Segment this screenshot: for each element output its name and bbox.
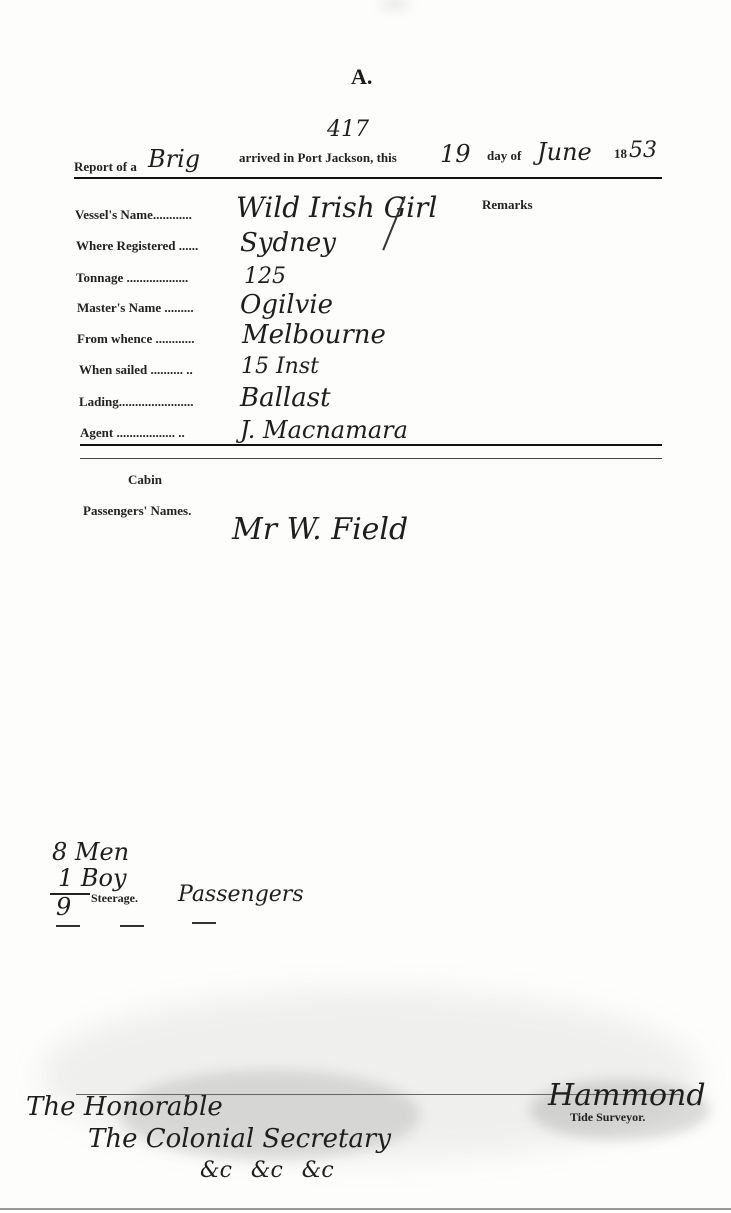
field-value-tonnage: 125 bbox=[244, 264, 286, 289]
fields-rule bbox=[80, 444, 662, 446]
field-label-from-whence: From whence ............ bbox=[77, 331, 195, 346]
passengers-label: Passengers' Names. bbox=[83, 503, 192, 518]
form-letter: A. bbox=[351, 64, 373, 89]
field-value-lading: Ballast bbox=[240, 383, 331, 413]
surveyor-signature: Hammond bbox=[548, 1078, 706, 1113]
field-value-vessel-name: Wild Irish Girl bbox=[236, 191, 438, 224]
cabin-label: Cabin bbox=[128, 472, 162, 487]
field-value-masters-name: Ogilvie bbox=[240, 290, 333, 320]
field-label-agent: Agent .................. .. bbox=[80, 425, 185, 440]
field-label-masters-name: Master's Name ......... bbox=[77, 300, 194, 315]
cabin-passenger-name: Mr W. Field bbox=[232, 512, 409, 547]
report-of-label: Report of a bbox=[74, 159, 137, 174]
steerage-total: 9 bbox=[56, 893, 72, 921]
steerage-label: Steerage. bbox=[91, 891, 138, 905]
address-line-3: &c &c &c bbox=[200, 1158, 334, 1183]
field-label-lading: Lading....................... bbox=[79, 394, 194, 409]
steerage-men: 8 Men bbox=[52, 838, 130, 866]
field-label-tonnage: Tonnage ................... bbox=[76, 270, 189, 285]
arrived-label: arrived in Port Jackson, this bbox=[239, 150, 397, 165]
dash-1 bbox=[56, 925, 80, 927]
year-prefix: 18 bbox=[614, 146, 627, 161]
day-of-label: day of bbox=[487, 148, 522, 163]
address-line-1: The Honorable bbox=[26, 1092, 223, 1122]
remarks-label: Remarks bbox=[482, 197, 533, 212]
surveyor-label: Tide Surveyor. bbox=[570, 1110, 646, 1124]
field-value-when-sailed: 15 Inst bbox=[241, 354, 319, 379]
paper-smudge bbox=[380, 0, 410, 8]
field-value-where-registered: Sydney bbox=[240, 228, 336, 258]
report-number: 417 bbox=[327, 117, 369, 142]
field-label-vessel-name: Vessel's Name............ bbox=[75, 207, 192, 222]
steerage-boy: 1 Boy bbox=[58, 864, 127, 892]
header-rule bbox=[74, 177, 662, 179]
vessel-type: Brig bbox=[148, 145, 201, 173]
fields-rule-lower bbox=[80, 458, 662, 459]
bottom-edge-rule bbox=[0, 1208, 731, 1210]
field-label-where-registered: Where Registered ...... bbox=[76, 238, 199, 253]
field-value-from-whence: Melbourne bbox=[242, 320, 386, 350]
field-label-when-sailed: When sailed .......... .. bbox=[79, 362, 193, 377]
address-line-2: The Colonial Secretary bbox=[88, 1124, 392, 1154]
arrival-day: 19 bbox=[440, 140, 471, 168]
steerage-note: Passengers bbox=[178, 882, 304, 907]
field-value-agent: J. Macnamara bbox=[240, 416, 408, 444]
arrival-month: June bbox=[537, 138, 592, 166]
dash-2 bbox=[120, 925, 144, 927]
year-suffix: 53 bbox=[629, 138, 657, 163]
dash-3 bbox=[192, 922, 216, 924]
